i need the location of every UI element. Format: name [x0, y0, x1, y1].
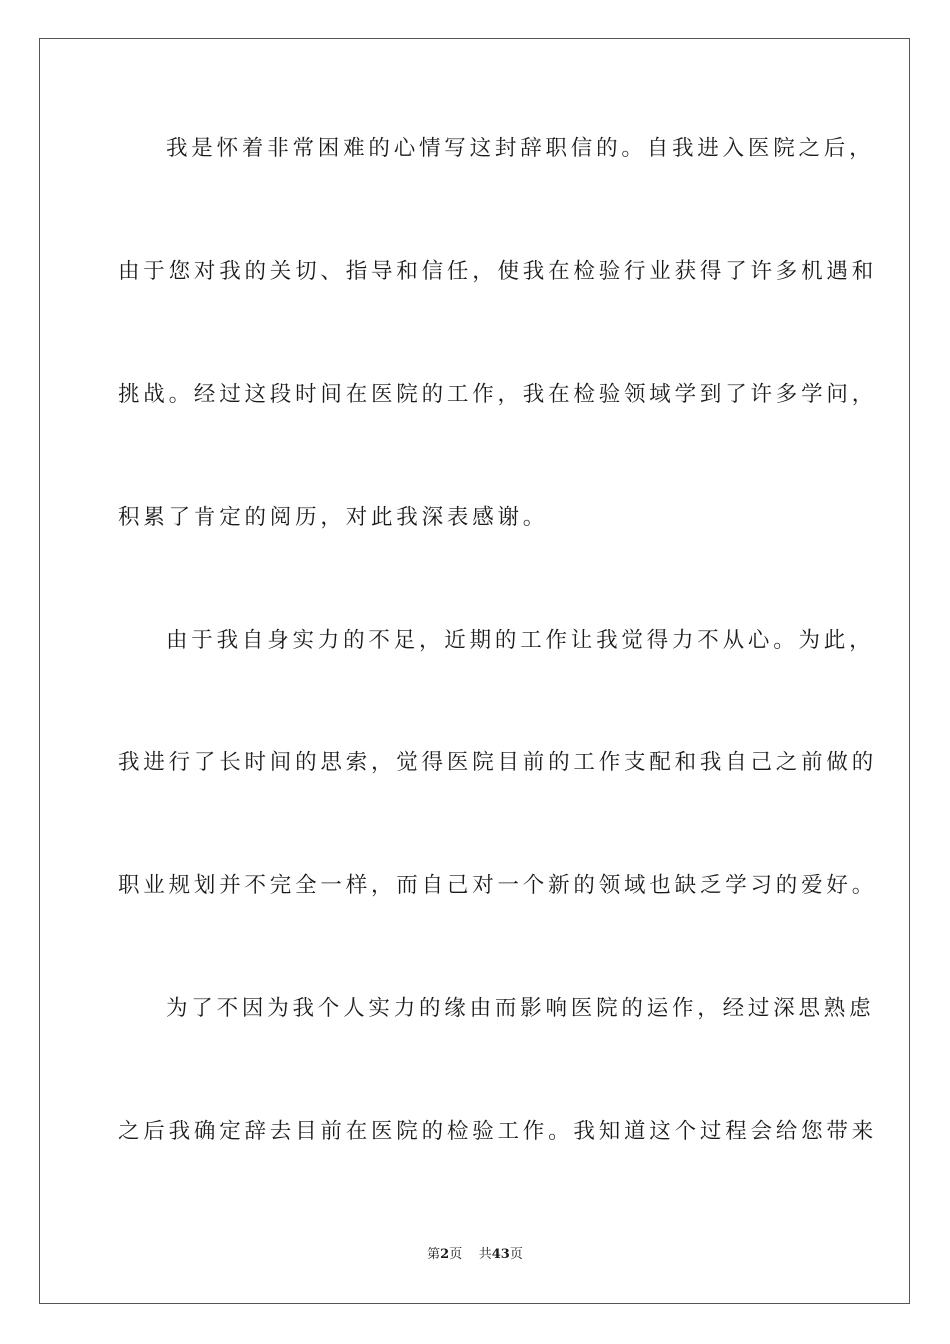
paragraph-line: 职业规划并不完全一样，而自己对一个新的领域也缺乏学习的爱好。 [118, 873, 878, 898]
paragraph-line: 挑战。经过这段时间在医院的工作，我在检验领域学到了许多学问， [118, 382, 878, 407]
paragraph-line: 由于我自身实力的不足，近期的工作让我觉得力不从心。为此， [166, 628, 875, 653]
paragraph-line: 我进行了长时间的思索，觉得医院目前的工作支配和我自己之前做的 [118, 750, 878, 775]
paragraph-line: 我是怀着非常困难的心情写这封辞职信的。自我进入医院之后， [166, 136, 875, 161]
page-prefix: 第 [427, 1247, 441, 1262]
page-border [39, 38, 910, 1304]
paragraph-line: 之后我确定辞去目前在医院的检验工作。我知道这个过程会给您带来 [118, 1119, 878, 1144]
page-footer [0, 1246, 950, 1264]
total-prefix: 共 [478, 1247, 492, 1262]
paragraph-line: 积累了肯定的阅历，对此我深表感谢。 [118, 505, 549, 530]
total-pages: 43 [491, 1247, 510, 1262]
total-suffix: 页 [509, 1247, 523, 1262]
paragraph-line: 由于您对我的关切、指导和信任，使我在检验行业获得了许多机遇和 [118, 259, 878, 284]
paragraph-line: 为了不因为我个人实力的缘由而影响医院的运作，经过深思熟虑 [166, 996, 875, 1021]
page-suffix: 页 [449, 1247, 463, 1262]
page-number: 2 [440, 1247, 450, 1262]
